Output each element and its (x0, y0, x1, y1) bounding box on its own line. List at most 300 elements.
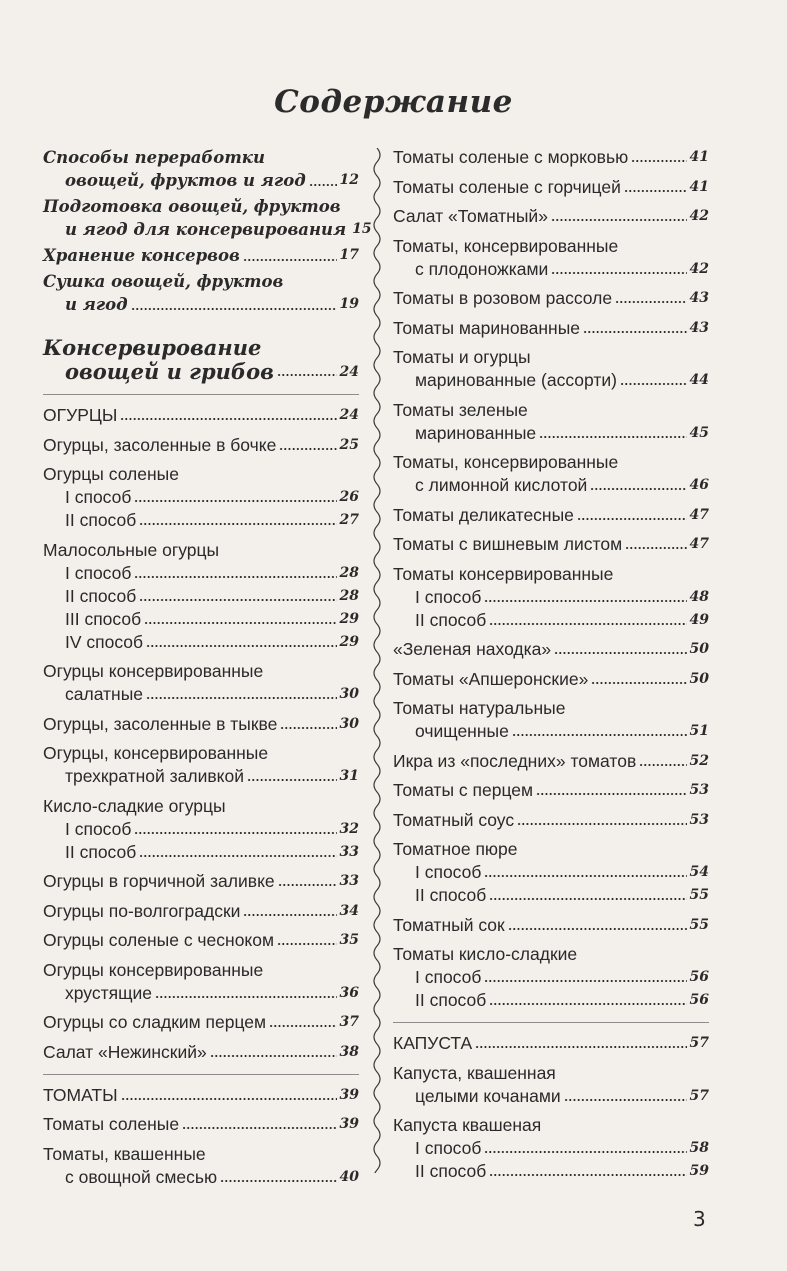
toc-entry (393, 146, 709, 169)
dot-leader (508, 927, 687, 931)
toc-entry (393, 346, 709, 392)
dot-leader (620, 382, 687, 386)
toc-line (393, 1114, 709, 1137)
page-ref: 27 (339, 512, 359, 528)
toc-line (43, 631, 359, 654)
toc-entry-title: Томаты, квашенные (43, 1143, 206, 1164)
toc-entry-title: Огурцы соленые с чесноком (43, 930, 275, 950)
dot-leader (139, 598, 336, 602)
toc-intro-sections (43, 146, 372, 316)
toc-big-section-subtitle: овощей и грибов (65, 359, 274, 384)
toc-entry-title: Огурцы, засоленные в тыкве (43, 713, 278, 734)
toc-entry-title: КАПУСТА (393, 1033, 473, 1053)
toc-entry (43, 404, 359, 427)
toc-entry-title: I способ (415, 1138, 482, 1158)
page-ref: 51 (689, 723, 709, 739)
toc-line (43, 765, 359, 788)
toc-line (43, 539, 359, 562)
dot-leader (280, 726, 336, 730)
dot-leader (489, 1002, 686, 1006)
toc-entry (393, 779, 709, 802)
toc-line (393, 668, 709, 691)
toc-line (43, 169, 359, 192)
page-ref: 28 (339, 564, 359, 581)
toc-entry-title: Огурцы консервированные (43, 959, 264, 980)
dot-leader (615, 300, 686, 304)
toc-line (393, 720, 709, 743)
toc-entry (43, 463, 359, 532)
toc-entry (393, 914, 709, 937)
toc-entry-title: Томаты соленые с горчицей (393, 176, 621, 197)
toc-entry (393, 638, 709, 661)
toc-line (43, 360, 359, 384)
toc-entry-title: Икра из «последних» томатов (393, 750, 637, 771)
toc-line (393, 1160, 709, 1183)
toc-line (393, 779, 709, 802)
toc-line (393, 989, 709, 1012)
toc-line (393, 287, 709, 310)
toc-entry (393, 533, 709, 556)
toc-line (393, 504, 709, 527)
page-ref: 52 (689, 752, 709, 769)
toc-entry-title: I способ (415, 586, 482, 607)
section-separator (393, 1022, 709, 1023)
dot-leader (539, 435, 686, 439)
toc-entry-title: II способ (65, 841, 137, 862)
toc-entry (393, 1062, 709, 1108)
toc-entry-title: Малосольные огурцы (43, 539, 220, 560)
dot-leader (517, 822, 686, 826)
toc-entries-right (393, 146, 709, 1183)
toc-entry-title: Салат «Томатный» (393, 206, 548, 226)
toc-entry-title: Томаты с перцем (393, 780, 534, 800)
toc-entry (43, 900, 359, 923)
toc-line (393, 884, 709, 907)
page-ref: 34 (339, 902, 359, 919)
dot-leader (624, 189, 687, 193)
dot-leader (134, 575, 336, 579)
toc-entry (43, 539, 359, 654)
toc-entry-title: Томатный сок (393, 914, 505, 935)
page-ref: 29 (339, 633, 359, 650)
dot-leader (182, 1126, 336, 1130)
toc-entry-title: Томаты в розовом рассоле (393, 288, 613, 308)
dot-leader (551, 218, 687, 222)
toc-entry-title: Томаты, консервированные (393, 452, 619, 472)
toc-entry-title: I способ (415, 862, 482, 882)
toc-entry (393, 750, 709, 773)
toc-entry (43, 1143, 359, 1189)
toc-entry (43, 1113, 359, 1136)
toc-entry-title: III способ (65, 608, 142, 629)
toc-entry (393, 287, 709, 310)
toc-line (43, 195, 359, 218)
toc-line (43, 1166, 359, 1189)
page-ref: 33 (339, 843, 359, 860)
page-ref: 56 (689, 992, 709, 1008)
toc-line (393, 317, 709, 340)
toc-line (43, 1011, 359, 1034)
toc-entry-title: маринованные (ассорти) (415, 370, 617, 390)
toc-entry-title: Томаты натуральные (393, 698, 566, 718)
wavy-column-divider (369, 148, 385, 1173)
page-ref: 50 (689, 670, 709, 687)
toc-entry (43, 959, 359, 1005)
toc-entry-title: Томаты зеленые (393, 399, 528, 420)
toc-entry-title: хрустящие (65, 982, 152, 1003)
dot-leader (247, 778, 336, 782)
page-ref: 43 (689, 290, 709, 306)
toc-entry-title: II способ (415, 990, 487, 1010)
toc-entries-left (43, 394, 359, 1189)
dot-leader (121, 1097, 337, 1101)
toc-entry-title: II способ (65, 510, 137, 530)
page-ref: 41 (689, 149, 709, 165)
toc-line (43, 463, 359, 486)
toc-line (43, 486, 359, 509)
toc-line (43, 795, 359, 818)
toc-line (43, 434, 359, 457)
page-ref: 55 (689, 887, 709, 903)
page-ref: 12 (339, 172, 359, 188)
page-ref: 15 (352, 221, 372, 237)
dot-leader (591, 681, 686, 685)
dot-leader (134, 831, 336, 835)
toc-entry (393, 563, 709, 632)
toc-line (393, 205, 709, 228)
page-ref: 59 (689, 1163, 709, 1179)
toc-line (43, 1113, 359, 1136)
toc-line (43, 270, 359, 293)
dot-leader (144, 621, 336, 625)
toc-line (393, 638, 709, 661)
toc-entry (393, 697, 709, 743)
dot-leader (484, 1150, 686, 1154)
toc-line (43, 870, 359, 893)
toc-entry-title: с овощной смесью (65, 1166, 218, 1187)
page-ref: 53 (689, 811, 709, 828)
toc-line (43, 404, 359, 427)
toc-line (43, 1143, 359, 1166)
toc-line (43, 929, 359, 952)
page-ref: 45 (689, 424, 709, 441)
dot-leader (146, 696, 336, 700)
toc-entry-title: II способ (415, 1161, 487, 1181)
toc-entry-title: IV способ (65, 631, 144, 652)
page-ref: 54 (689, 864, 709, 880)
toc-entry (393, 943, 709, 1012)
toc-line (43, 562, 359, 585)
page-ref: 17 (339, 247, 359, 263)
toc-entry-title: Томаты с вишневым листом (393, 534, 623, 554)
dot-leader (489, 622, 686, 626)
dot-leader (120, 417, 336, 421)
page-ref: 53 (689, 782, 709, 798)
toc-entry-title: маринованные (415, 422, 537, 443)
toc-line (43, 818, 359, 841)
page-ref: 39 (339, 1116, 359, 1132)
toc-entry-title: Огурцы в горчичной заливке (43, 871, 275, 891)
page-ref: 46 (689, 477, 709, 493)
dot-leader (146, 644, 336, 648)
dot-leader (220, 1179, 336, 1183)
toc-entry (43, 795, 359, 864)
section-separator (43, 1074, 359, 1075)
toc-entry-title: Подготовка овощей, фруктов (43, 197, 341, 216)
dot-leader (590, 487, 686, 491)
toc-entry (43, 1011, 359, 1034)
page-ref: 33 (339, 873, 359, 889)
toc-entry-title: «Зеленая находка» (393, 639, 552, 659)
toc-line (43, 900, 359, 923)
toc-entry (393, 504, 709, 527)
toc-line (43, 742, 359, 765)
toc-line (393, 966, 709, 989)
toc-entry (43, 929, 359, 952)
toc-entry (393, 451, 709, 497)
dot-leader (243, 913, 336, 917)
toc-line (393, 809, 709, 832)
toc-entry-title: Томаты «Апшеронские» (393, 668, 589, 689)
toc-entry (393, 176, 709, 199)
page-ref: 58 (689, 1140, 709, 1156)
page-ref: 50 (689, 641, 709, 657)
toc-line (43, 293, 359, 316)
page-ref: 35 (339, 932, 359, 948)
toc-line (393, 176, 709, 199)
dot-leader (625, 546, 686, 550)
toc-line (393, 235, 709, 258)
toc-entry-title: Хранение консервов (43, 246, 240, 265)
toc-line (43, 1084, 359, 1107)
page-ref: 30 (339, 715, 359, 732)
page-ref: 57 (689, 1087, 709, 1104)
toc-line (43, 509, 359, 532)
dot-leader (484, 874, 686, 878)
toc-entry (393, 668, 709, 691)
toc-line (393, 474, 709, 497)
dot-leader (134, 499, 336, 503)
toc-entry-title: Огурцы соленые (43, 464, 179, 484)
toc-entry-title: Кисло-сладкие огурцы (43, 795, 226, 816)
dot-leader (278, 883, 337, 887)
toc-line (393, 1137, 709, 1160)
toc-entry (43, 1084, 359, 1107)
dot-leader (577, 517, 687, 521)
page-ref: 25 (339, 436, 359, 453)
toc-entry-title: Огурцы со сладким перцем (43, 1012, 267, 1032)
toc-line (43, 713, 359, 736)
toc-line (393, 422, 709, 445)
toc-line (43, 841, 359, 864)
toc-entry-title: II способ (415, 885, 487, 905)
toc-entry-title: II способ (415, 609, 487, 630)
toc-entry-title: овощей, фруктов и ягод (65, 171, 306, 190)
toc-entry (393, 838, 709, 907)
toc-entry-title: Томаты, консервированные (393, 235, 619, 256)
page-ref: 55 (689, 916, 709, 933)
toc-line (393, 146, 709, 169)
toc-entry (393, 1032, 709, 1055)
dot-leader (536, 792, 686, 796)
dot-leader (484, 599, 686, 603)
page-title: Содержание (274, 84, 513, 120)
dot-leader (639, 763, 686, 767)
toc-line (393, 369, 709, 392)
toc-entry-title: Огурцы консервированные (43, 661, 264, 681)
page-ref: 29 (339, 610, 359, 627)
toc-entry (43, 1041, 359, 1064)
toc-entry (43, 146, 359, 192)
toc-entry (393, 205, 709, 228)
dot-leader (131, 307, 337, 311)
page-ref: 48 (689, 588, 709, 605)
toc-entry-title: Капуста квашеная (393, 1115, 542, 1135)
page-ref: 31 (339, 768, 359, 784)
toc-entry-title: трехкратной заливкой (65, 766, 245, 786)
toc-entry-title: Томаты соленые (43, 1114, 180, 1134)
toc-entry-title: I способ (415, 967, 482, 987)
dot-leader (269, 1024, 336, 1028)
toc-line (393, 914, 709, 937)
toc-entry-title: Томаты маринованные (393, 317, 581, 338)
toc-entry-title: с плодоножками (415, 258, 549, 279)
toc-entry-title: Капуста, квашенная (393, 1062, 556, 1083)
page-ref: 28 (339, 587, 359, 604)
toc-entry-title: и ягод для консервирования (65, 220, 347, 239)
toc-entry-title: Сушка овощей, фруктов (43, 272, 284, 291)
dot-leader (564, 1098, 687, 1102)
section-separator (43, 394, 359, 395)
toc-line (393, 346, 709, 369)
toc-entry-title: Томатный соус (393, 809, 515, 830)
toc-entry-title: Огурцы, засоленные в бочке (43, 434, 277, 455)
toc-line (43, 146, 359, 169)
toc-line (43, 608, 359, 631)
toc-line (43, 336, 359, 360)
dot-leader (512, 733, 687, 737)
toc-line (393, 586, 709, 609)
toc-line (393, 1032, 709, 1055)
page-ref: 24 (339, 407, 359, 423)
toc-entry (43, 742, 359, 788)
page-ref: 42 (689, 260, 709, 277)
toc-entry (43, 713, 359, 736)
toc-entry (393, 809, 709, 832)
page-ref: 44 (689, 372, 709, 388)
toc-line (43, 244, 359, 267)
toc-entry-title: Огурцы по-волгоградски (43, 900, 241, 921)
toc-entry-title: I способ (65, 487, 132, 507)
toc-line (393, 943, 709, 966)
toc-big-section (43, 336, 359, 384)
toc-line (393, 750, 709, 773)
toc-column-left (43, 146, 372, 1189)
page-ref: 24 (339, 364, 359, 380)
page-ref: 19 (339, 296, 359, 312)
dot-leader (309, 183, 337, 187)
page-ref: 32 (339, 820, 359, 837)
toc-entry-title: и ягод (65, 295, 128, 314)
toc-line (393, 838, 709, 861)
page-ref: 38 (339, 1043, 359, 1060)
dot-leader (243, 258, 337, 262)
toc-entry-title: Томаты соленые с морковью (393, 147, 629, 167)
dot-leader (155, 995, 337, 999)
toc-line (393, 258, 709, 281)
toc-entry-title: Томаты кисло-сладкие (393, 944, 578, 964)
toc-entry-title: I способ (65, 818, 132, 839)
page-ref: 43 (689, 319, 709, 336)
toc-line (43, 959, 359, 982)
page-ref: 56 (689, 969, 709, 985)
page-ref: 36 (339, 984, 359, 1001)
toc-entry-title: целыми кочанами (415, 1085, 561, 1106)
dot-leader (139, 854, 336, 858)
toc-entry-title: ТОМАТЫ (43, 1084, 118, 1105)
dot-leader (210, 1054, 337, 1058)
toc-entry (393, 235, 709, 281)
toc-entry (43, 870, 359, 893)
dot-leader (583, 330, 686, 334)
toc-line (43, 218, 372, 241)
toc-entry-title: Салат «Нежинский» (43, 1041, 207, 1062)
toc-entry (43, 434, 359, 457)
toc-entry-title: очищенные (415, 721, 509, 741)
toc-entry-title: Огурцы, консервированные (43, 743, 269, 763)
toc-entry-title: I способ (65, 562, 132, 583)
page-ref: 49 (689, 611, 709, 628)
page-ref: 57 (689, 1035, 709, 1051)
dot-leader (277, 942, 336, 946)
toc-line (43, 660, 359, 683)
toc-line (393, 399, 709, 422)
toc-entry-title: Томаты деликатесные (393, 504, 574, 525)
page-ref: 42 (689, 208, 709, 224)
toc-entry-title: II способ (65, 585, 137, 606)
page-ref: 41 (689, 178, 709, 195)
toc-entry-title: Томаты консервированные (393, 563, 614, 584)
toc-line (393, 533, 709, 556)
toc-line (393, 563, 709, 586)
page-ref: 47 (689, 536, 709, 552)
dot-leader (489, 1173, 686, 1177)
toc-line (393, 1062, 709, 1085)
toc-entry-title: салатные (65, 684, 144, 704)
toc-entry-title: Томаты и огурцы (393, 347, 531, 367)
page-ref: 47 (689, 506, 709, 523)
page-ref: 39 (339, 1086, 359, 1103)
dot-leader (484, 979, 686, 983)
page-number: 3 (693, 1207, 706, 1231)
toc-big-section-title: Консервирование (43, 335, 262, 360)
toc-line (43, 585, 359, 608)
toc-entry-title: Способы переработки (43, 148, 265, 167)
dot-leader (631, 159, 686, 163)
toc-line (43, 1041, 359, 1064)
dot-leader (554, 651, 686, 655)
dot-leader (139, 522, 336, 526)
toc-entry (43, 195, 372, 241)
toc-entry-title: ОГУРЦЫ (43, 405, 118, 425)
toc-entry (393, 317, 709, 340)
toc-line (393, 697, 709, 720)
toc-entry (43, 660, 359, 706)
toc-entry (43, 244, 359, 267)
toc-line (43, 982, 359, 1005)
toc-entry-title: с лимонной кислотой (415, 475, 588, 495)
toc-entry (393, 399, 709, 445)
